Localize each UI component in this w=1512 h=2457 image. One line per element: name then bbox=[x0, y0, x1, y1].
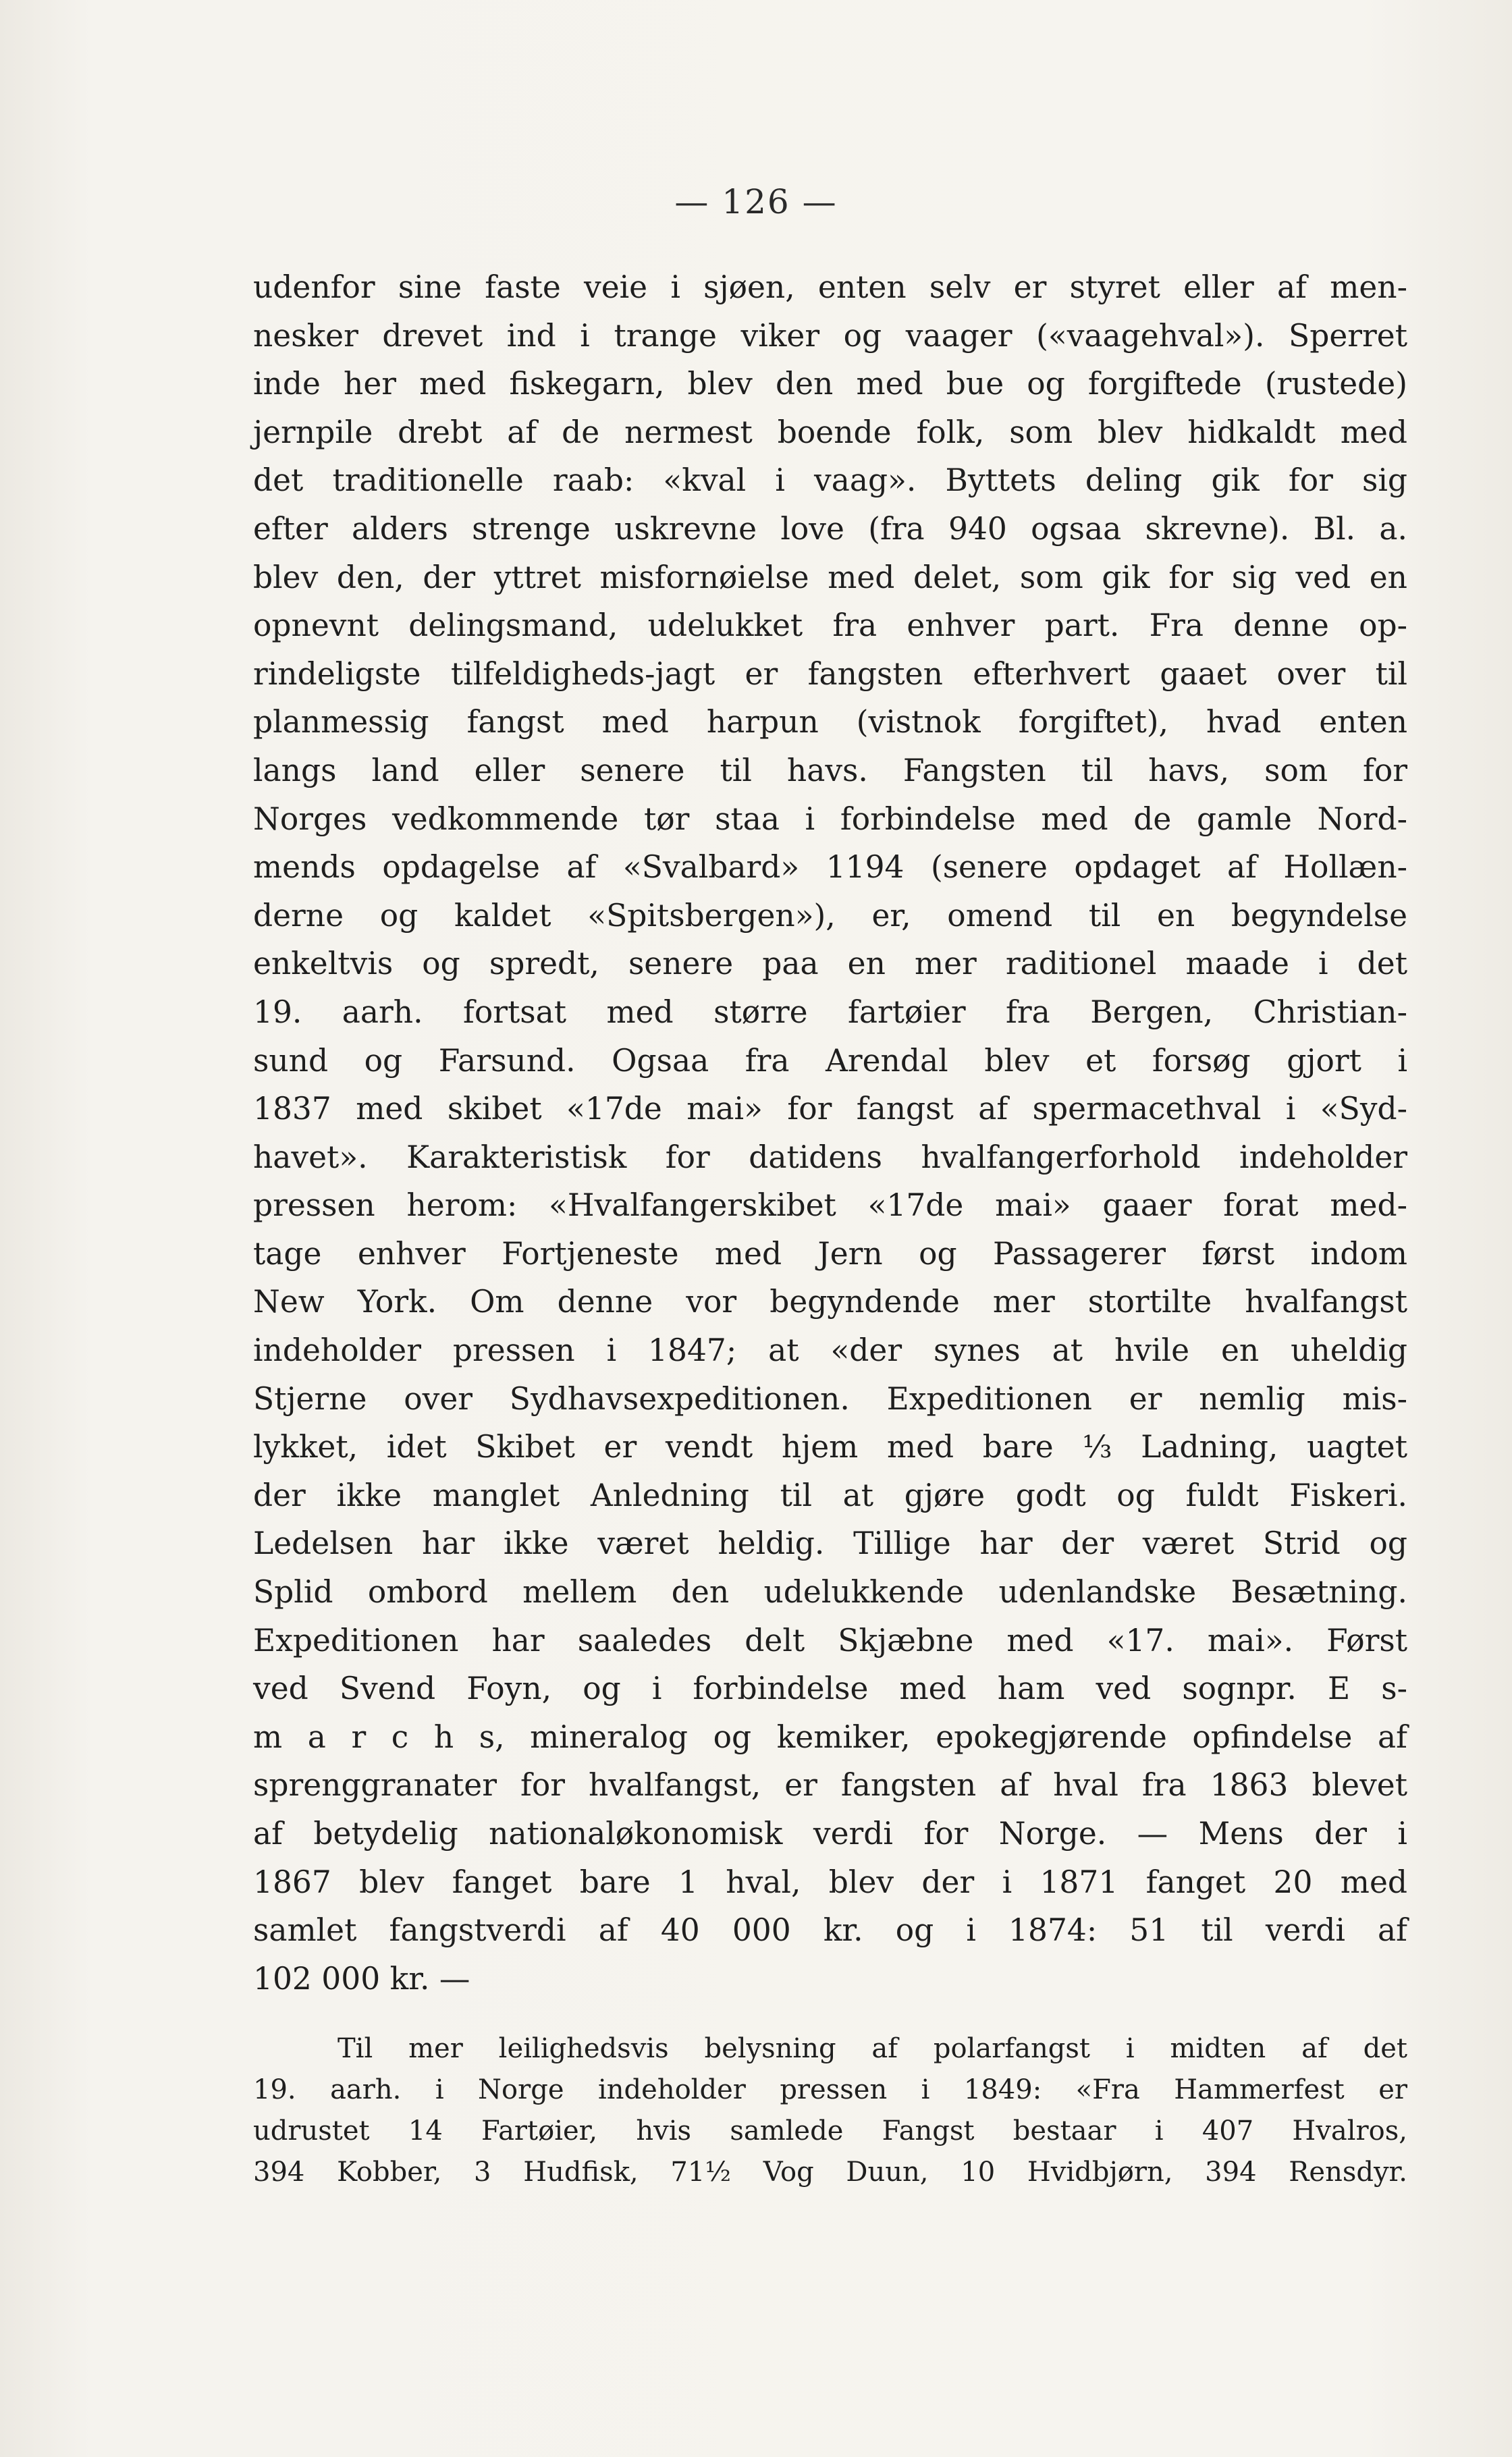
text-line: langs land eller senere til havs. Fangsten til havs, som for bbox=[253, 752, 1407, 788]
text-line: efter alders strenge uskrevne love (fra 940 ogsaa skrevne). Bl. a. bbox=[253, 510, 1407, 547]
text-line: blev den, der yttret misfornøielse med delet, som gik for sig ved en bbox=[253, 559, 1407, 595]
text-line: pressen herom: «Hvalfangerskibet «17de mai» gaaer forat med- bbox=[253, 1187, 1407, 1224]
text-line: havet». Karakteristisk for datidens hvalfangerforhold indeholder bbox=[253, 1139, 1407, 1175]
footnote-line: 19. aarh. i Norge indeholder pressen i 1849: «Fra Hammerfest er bbox=[253, 2074, 1407, 2105]
text-line: inde her med fiskegarn, blev den med bue og forgiftede (rustede) bbox=[253, 366, 1407, 402]
text-line: nesker drevet ind i trange viker og vaager («vaagehval»). Sperret bbox=[253, 317, 1407, 354]
text-line: ved Svend Foyn, og i forbindelse med ham ved sognpr. E s- bbox=[253, 1671, 1407, 1707]
text-line: planmessig fangst med harpun (vistnok forgiftet), hvad enten bbox=[253, 704, 1407, 740]
text-line: lykket, idet Skibet er vendt hjem med bare ⅓ Ladning, uagtet bbox=[253, 1429, 1407, 1465]
text-line: opnevnt delingsmand, udelukket fra enhver part. Fra denne op- bbox=[253, 608, 1407, 644]
text-line: rindeligste tilfeldigheds-jagt er fangsten efterhvert gaaet over til bbox=[253, 655, 1407, 692]
text-line: tage enhver Fortjeneste med Jern og Passagerer først indom bbox=[253, 1235, 1407, 1272]
text-line: udenfor sine faste veie i sjøen, enten selv er styret eller af men- bbox=[253, 269, 1407, 305]
footnote-line: 394 Kobber, 3 Hudfisk, 71½ Vog Duun, 10 Hvidbjørn, 394 Rensdyr. bbox=[253, 2157, 1407, 2188]
text-line: Norges vedkommende tør staa i forbindelse med de gamle Nord- bbox=[253, 801, 1407, 837]
text-line: Expeditionen har saaledes delt Skjæbne med «17. mai». Først bbox=[253, 1622, 1407, 1658]
footnote-line: Til mer leilighedsvis belysning af polarfangst i midten af det bbox=[338, 2033, 1407, 2064]
text-line: jernpile drebt af de nermest boende folk, som blev hidkaldt med bbox=[253, 414, 1407, 450]
text-line: 19. aarh. fortsat med større fartøier fra Bergen, Christian- bbox=[253, 994, 1407, 1030]
text-line: sprenggranater for hvalfangst, er fangsten af hval fra 1863 blevet bbox=[253, 1767, 1407, 1804]
text-line: af betydelig nationaløkonomisk verdi for Norge. — Mens der i bbox=[253, 1816, 1407, 1852]
text-line: det traditionelle raab: «kval i vaag». Byttets deling gik for sig bbox=[253, 462, 1407, 499]
text-line: samlet fangstverdi af 40 000 kr. og i 1874: 51 til verdi af bbox=[253, 1912, 1407, 1949]
main-paragraph bbox=[253, 263, 1407, 2003]
text-line: 102 000 kr. — bbox=[253, 1960, 470, 1997]
text-line: 1837 med skibet «17de mai» for fangst af spermacethval i «Syd- bbox=[253, 1091, 1407, 1127]
footnote-line: udrustet 14 Fartøier, hvis samlede Fangst bestaar i 407 Hvalros, bbox=[253, 2115, 1407, 2146]
text-line: sund og Farsund. Ogsaa fra Arendal blev et forsøg gjort i bbox=[253, 1042, 1407, 1079]
text-line: mends opdagelse af «Svalbard» 1194 (senere opdaget af Hollæn- bbox=[253, 849, 1407, 886]
text-line: New York. Om denne vor begyndende mer stortilte hvalfangst bbox=[253, 1284, 1407, 1320]
footnote-paragraph bbox=[253, 2028, 1407, 2193]
text-line: Stjerne over Sydhavsexpeditionen. Expeditionen er nemlig mis- bbox=[253, 1380, 1407, 1417]
text-line: derne og kaldet «Spitsbergen»), er, omend til en begyndelse bbox=[253, 897, 1407, 934]
text-line: Ledelsen har ikke været heldig. Tillige har der været Strid og bbox=[253, 1526, 1407, 1562]
text-line: enkeltvis og spredt, senere paa en mer raditionel maade i det bbox=[253, 946, 1407, 982]
text-line: m a r c h s, mineralog og kemiker, epokegjørende opfindelse af bbox=[253, 1719, 1407, 1755]
text-line: Splid ombord mellem den udelukkende udenlandske Besætning. bbox=[253, 1574, 1407, 1611]
text-line: indeholder pressen i 1847; at «der synes at hvile en uheldig bbox=[253, 1332, 1407, 1369]
text-line: 1867 blev fanget bare 1 hval, blev der i 1871 fanget 20 med bbox=[253, 1864, 1407, 1900]
text-line: der ikke manglet Anledning til at gjøre godt og fuldt Fiskeri. bbox=[253, 1477, 1407, 1513]
page-number: — 126 — bbox=[674, 182, 838, 221]
